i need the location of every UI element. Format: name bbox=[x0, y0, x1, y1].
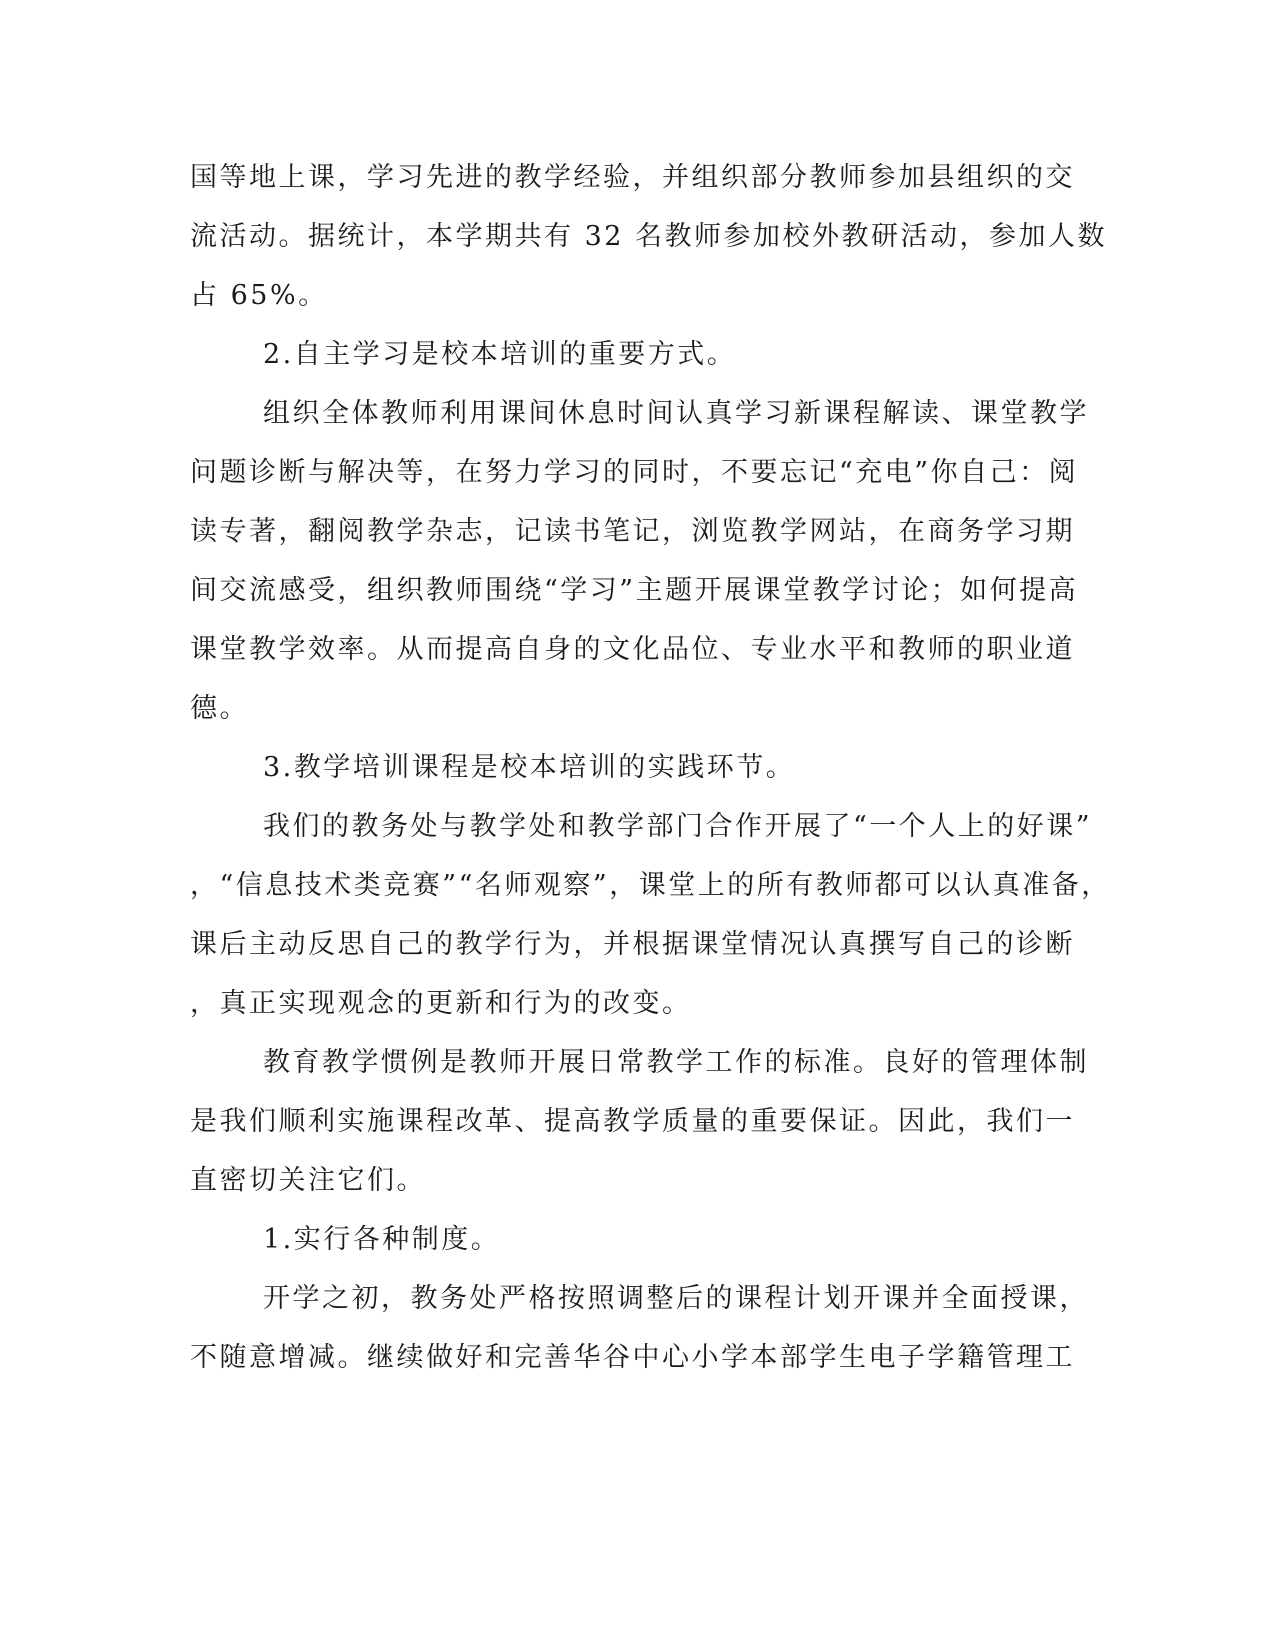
text-line-12: 我们的教务处与教学处和教学部门合作开展了“一个人上的好课” bbox=[263, 811, 1093, 842]
text-line-5: 组织全体教师利用课间休息时间认真学习新课程解读、课堂教学 bbox=[263, 398, 1089, 429]
section-heading-3: 3.教学培训课程是校本培训的实践环节。 bbox=[263, 752, 796, 783]
text-line-3: 占 65%。 bbox=[190, 280, 328, 311]
text-line-2: 流活动。据统计，本学期共有 32 名教师参加校外教研活动，参加人数 bbox=[190, 221, 1108, 252]
text-line-17: 是我们顺利实施课程改革、提高教学质量的重要保证。因此，我们一 bbox=[190, 1106, 1075, 1137]
text-line-6: 问题诊断与解决等，在努力学习的同时，不要忘记“充电”你自己：阅 bbox=[190, 457, 1079, 488]
section-heading-1: 1.实行各种制度。 bbox=[263, 1224, 501, 1255]
text-line-15: ，真正实现观念的更新和行为的改变。 bbox=[190, 988, 692, 1019]
text-line-9: 课堂教学效率。从而提高自身的文化品位、专业水平和教师的职业道 bbox=[190, 634, 1075, 665]
text-line-18: 直密切关注它们。 bbox=[190, 1165, 426, 1196]
text-line-13: ，“信息技术类竞赛”“名师观察”，课堂上的所有教师都可以认真准备， bbox=[190, 870, 1111, 901]
text-line-21: 不随意增减。继续做好和完善华谷中心小学本部学生电子学籍管理工 bbox=[190, 1342, 1075, 1373]
section-heading-2: 2.自主学习是校本培训的重要方式。 bbox=[263, 339, 737, 370]
text-line-20: 开学之初，教务处严格按照调整后的课程计划开课并全面授课， bbox=[263, 1283, 1089, 1314]
text-line-8: 间交流感受，组织教师围绕“学习”主题开展课堂教学讨论；如何提高 bbox=[190, 575, 1079, 606]
text-line-7: 读专著，翻阅教学杂志，记读书笔记，浏览教学网站，在商务学习期 bbox=[190, 516, 1075, 547]
text-line-14: 课后主动反思自己的教学行为，并根据课堂情况认真撰写自己的诊断 bbox=[190, 929, 1075, 960]
text-line-1: 国等地上课，学习先进的教学经验，并组织部分教师参加县组织的交 bbox=[190, 162, 1075, 193]
text-line-16: 教育教学惯例是教师开展日常教学工作的标准。良好的管理体制 bbox=[263, 1047, 1089, 1078]
text-line-10: 德。 bbox=[190, 693, 249, 724]
